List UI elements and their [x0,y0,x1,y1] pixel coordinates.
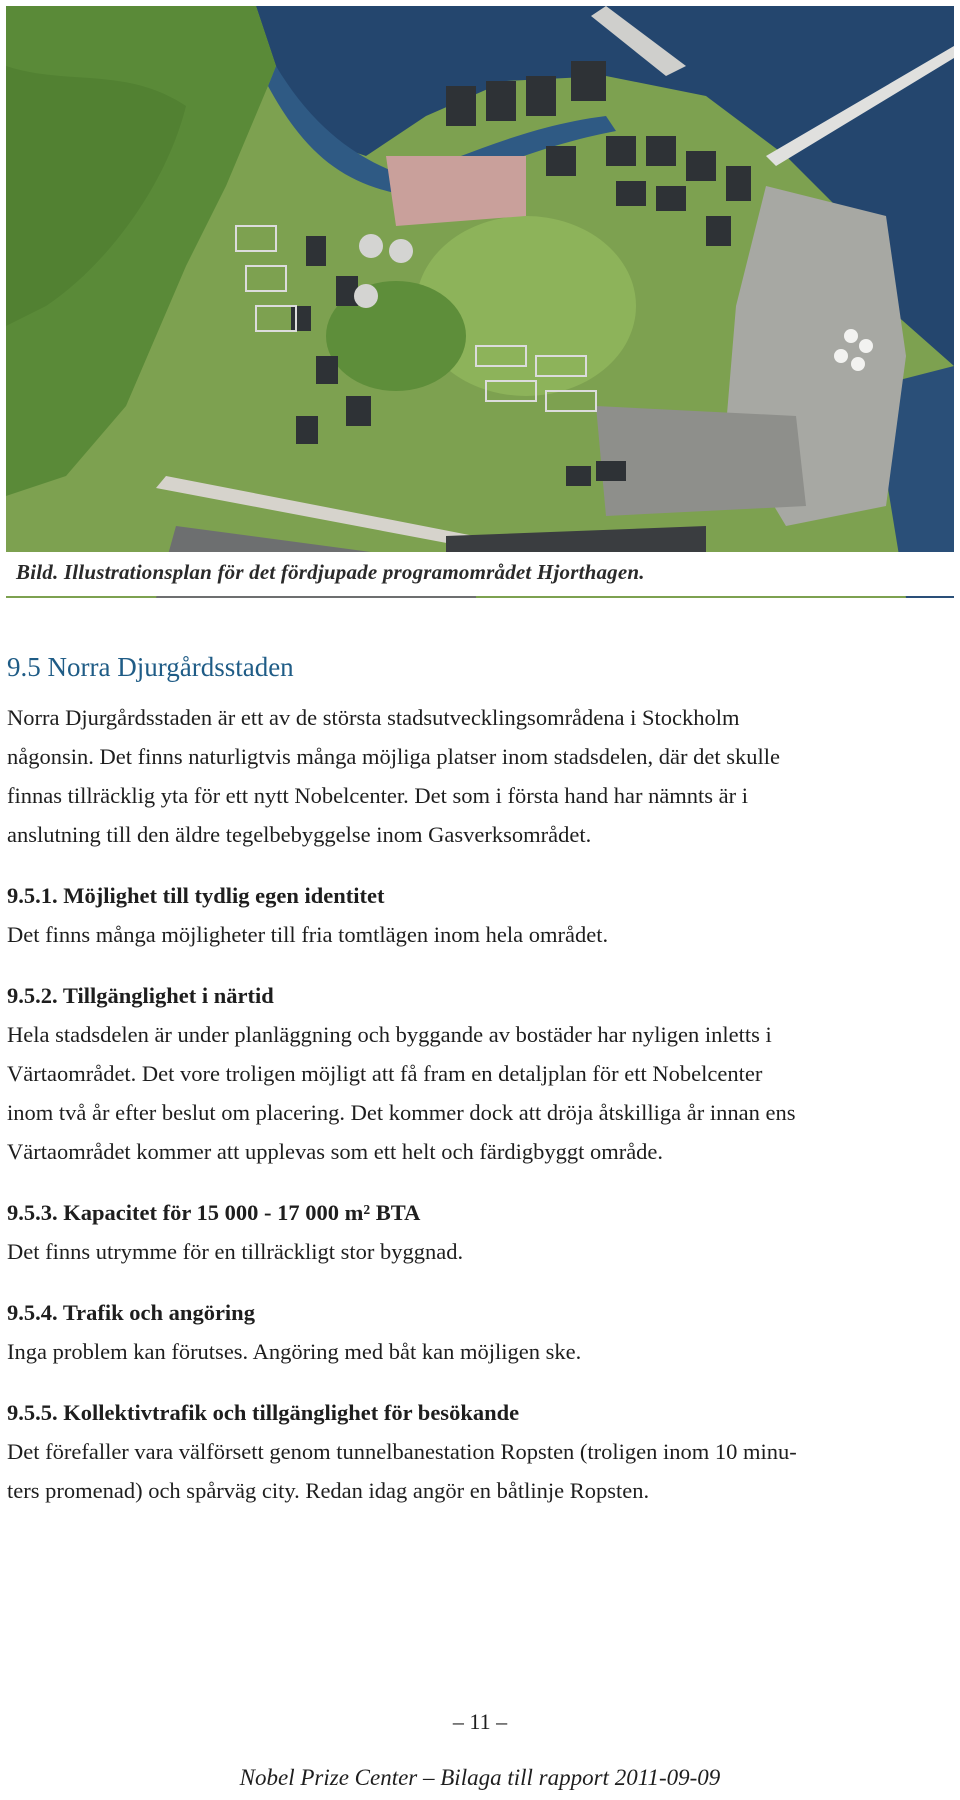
subsection-capacity [7,1193,955,1271]
subsection-identity [7,876,955,954]
page-footer: Nobel Prize Center – Bilaga till rapport 2011-09-09 [239,1765,721,1790]
body-line: inom två år efter beslut om placering. Det kommer dock att dröja åtskilliga år innan ens [7,1100,796,1125]
subsection-heading: 9.5.1. Möjlighet till tydlig egen identitet [7,883,385,908]
figure-caption: Bild. Illustrationsplan för det fördjupade programområdet Hjorthagen. [16,560,645,584]
section-title: 9.5 Norra Djurgårdsstaden [7,652,294,682]
body-line: Det finns utrymme för en tillräckligt stor byggnad. [7,1239,464,1264]
body-line: Inga problem kan förutses. Angöring med båt kan möjligen ske. [7,1339,582,1364]
subsection-availability [7,976,955,1171]
subsection-heading: 9.5.2. Tillgänglighet i närtid [7,983,274,1008]
subsection-public-transport [7,1393,955,1510]
body-line: Hela stadsdelen är under planläggning och byggande av bostäder har nyligen inletts i [7,1022,772,1047]
page-body [7,650,955,1510]
body-line: Det förefaller vara välförsett genom tunnelbanestation Ropsten (troligen inom 10 minu- [7,1439,797,1464]
body-line: Värtaområdet. Det vore troligen möjligt att få fram en detaljplan för ett Nobelcenter [7,1061,763,1086]
subsection-traffic [7,1293,955,1371]
body-line: anslutning till den äldre tegelbebyggelse inom Gasverksområdet. [7,822,592,847]
body-line: finnas tillräcklig yta för ett nytt Nobelcenter. Det som i första hand har nämnts är i [7,783,749,808]
illustration-plan-map [6,6,954,598]
body-line: någonsin. Det finns naturligtvis många möjliga platser inom stadsdelen, där det skulle [7,744,780,769]
body-line: Det finns många möjligheter till fria tomtlägen inom hela området. [7,922,609,947]
subsection-heading: 9.5.3. Kapacitet för 15 000 - 17 000 m² BTA [7,1200,421,1225]
subsection-heading: 9.5.5. Kollektivtrafik och tillgänglighet för besökande [7,1400,520,1425]
section-intro [7,698,955,854]
figure-caption-strip [6,552,954,596]
subsection-heading: 9.5.4. Trafik och angöring [7,1300,255,1325]
body-line: Norra Djurgårdsstaden är ett av de största stadsutvecklingsområdena i Stockholm [7,705,740,730]
page-number: – 11 – [452,1709,508,1734]
aerial-plan-image [6,6,954,598]
body-line: Värtaområdet kommer att upplevas som ett helt och färdigbyggt område. [7,1139,664,1164]
body-line: ters promenad) och spårväg city. Redan idag angör en båtlinje Ropsten. [7,1478,650,1503]
